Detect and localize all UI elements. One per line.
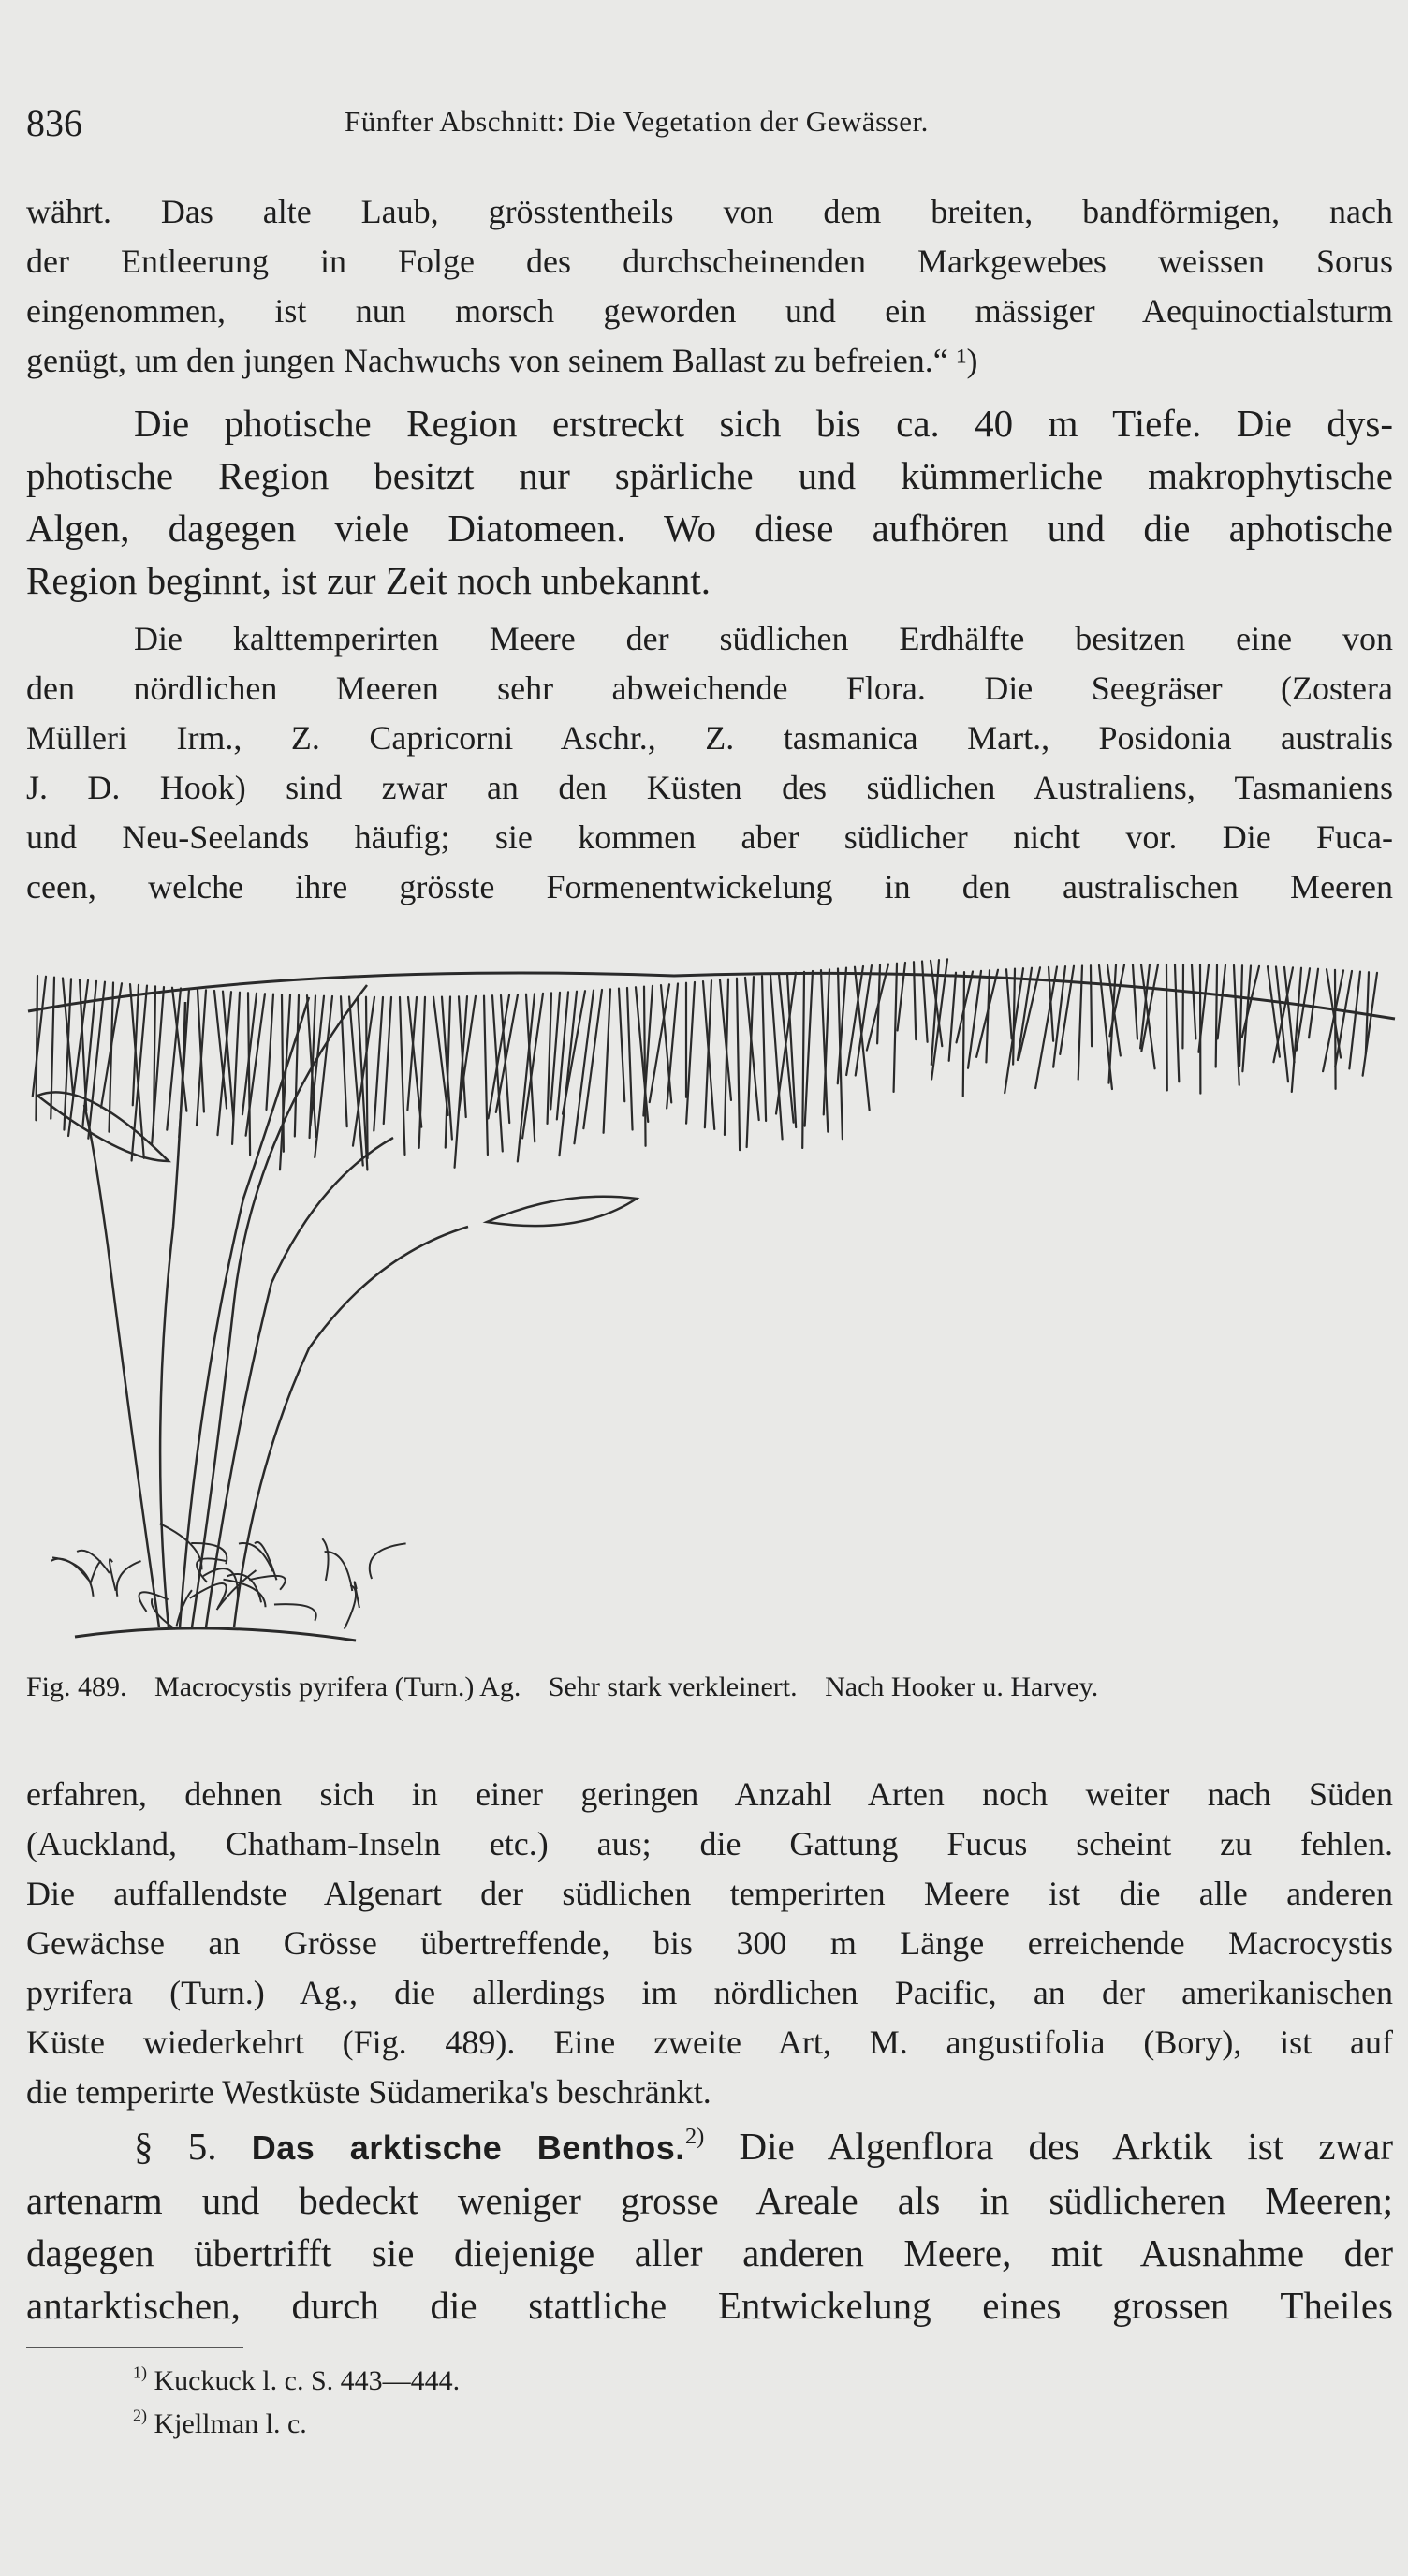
footnote-2 [133, 2408, 307, 2440]
text-line: Die kalttemperirten Meere der südlichen Erdhälfte besitzen eine von [134, 620, 1393, 657]
footnote-ref: 2) [684, 2123, 705, 2149]
text-line: den nördlichen Meeren sehr abweichende Flora. Die Seegräser (Zostera [26, 670, 1393, 707]
text-line: eingenommen, ist nun morsch geworden und ein mässiger Aequinoctialsturm [26, 292, 1393, 330]
macrocystis-illustration [19, 946, 1404, 1657]
text-line: währt. Das alte Laub, grösstentheils von dem breiten, bandförmigen, nach [26, 193, 1393, 230]
text-line: antarktischen, durch die stattliche Entwickelung eines grossen Theiles [26, 2284, 1393, 2327]
running-head: Fünfter Abschnitt: Die Vegetation der Gewässer. [345, 105, 929, 138]
text-line: der Entleerung in Folge des durchscheinenden Markgewebes weissen Sorus [26, 243, 1393, 280]
footnote-mark: 2) [133, 2406, 147, 2425]
text-line: (Auckland, Chatham-Inseln etc.) aus; die Gattung Fucus scheint zu fehlen. [26, 1825, 1393, 1862]
footnote-text: Kjellman l. c. [154, 2408, 307, 2439]
text-line: dagegen übertrifft sie diejenige aller anderen Meere, mit Ausnahme der [26, 2231, 1393, 2274]
text-line: Die photische Region erstreckt sich bis ca. 40 m Tiefe. Die dys- [134, 402, 1393, 445]
text-line: die temperirte Westküste Südamerika's beschränkt. [26, 2073, 711, 2111]
text-line: pyrifera (Turn.) Ag., die allerdings im nördlichen Pacific, an der amerikanischen [26, 1974, 1393, 2011]
figure-caption [26, 1671, 1393, 1703]
paragraph-5 [26, 2120, 1393, 2332]
figure-label: Fig. 489. [26, 1671, 127, 1702]
figure-species: Macrocystis pyrifera (Turn.) Ag. [154, 1671, 521, 1702]
paragraph-1 [26, 187, 1393, 386]
section-title: Das arktische Benthos. [251, 2128, 685, 2167]
text-line: Gewächse an Grösse übertreffende, bis 300 m Länge erreichende Macrocystis [26, 1924, 1393, 1962]
text-line: Mülleri Irm., Z. Capricorni Aschr., Z. tasmanica Mart., Posidonia australis [26, 719, 1393, 757]
text-line: Region beginnt, ist zur Zeit noch unbekannt. [26, 559, 711, 602]
section-mark: § 5. [134, 2125, 217, 2168]
text-line: J. D. Hook) sind zwar an den Küsten des südlichen Australiens, Tasmaniens [26, 769, 1393, 806]
figure-source: Nach Hooker u. Harvey. [825, 1671, 1099, 1702]
text-line: und Neu-Seelands häufig; sie kommen aber südlicher nicht vor. Die Fuca- [26, 818, 1393, 856]
page-header [26, 101, 1393, 148]
figure-scale: Sehr stark verkleinert. [548, 1671, 798, 1702]
footnote-mark: 1) [133, 2363, 147, 2382]
text-line: genügt, um den jungen Nachwuchs von seinem Ballast zu befreien.“ ¹) [26, 342, 978, 379]
section-heading-line [26, 2120, 1393, 2174]
page-number: 836 [26, 102, 82, 144]
paragraph-4 [26, 1770, 1393, 2117]
footnote-1 [133, 2365, 460, 2397]
footnote-divider [26, 2347, 243, 2348]
footnote-text: Kuckuck l. c. S. 443—444. [154, 2365, 461, 2396]
paragraph-3 [26, 614, 1393, 912]
text-line: artenarm und bedeckt weniger grosse Areale als in südlicheren Meeren; [26, 2179, 1393, 2222]
text-line: Die auffallendste Algenart der südlichen temperirten Meere ist die alle anderen [26, 1875, 1393, 1912]
section-text: Die Algenflora des Arktik ist zwar [739, 2125, 1394, 2168]
text-line: Algen, dagegen viele Diatomeen. Wo diese aufhören und die aphotische [26, 507, 1393, 550]
text-line: ceen, welche ihre grösste Formenentwickelung in den australischen Meeren [26, 868, 1393, 905]
paragraph-2 [26, 397, 1393, 607]
text-line: Küste wiederkehrt (Fig. 489). Eine zweite Art, M. angustifolia (Bory), ist auf [26, 2024, 1393, 2061]
text-line: photische Region besitzt nur spärliche und kümmerliche makrophytische [26, 454, 1393, 497]
text-line: erfahren, dehnen sich in einer geringen Anzahl Arten noch weiter nach Süden [26, 1775, 1393, 1813]
